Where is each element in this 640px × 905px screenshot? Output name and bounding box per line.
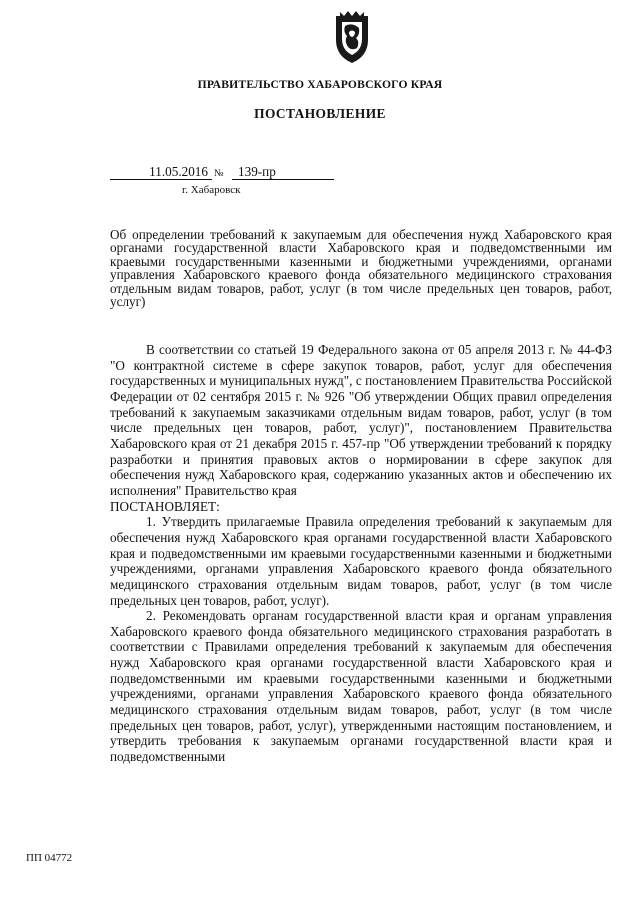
footer-code: ПП 04772 [26,852,73,864]
document-body [110,342,612,765]
decree-word: ПОСТАНОВЛЯЕТ: [110,498,220,514]
item-1-paragraph: 1. Утвердить прилагаемые Правила определения требований к закупаемым для обеспечения нужд Хабаровского края органами государственной власти Хабаровского края и подведомственными им краевыми государственными казенными и бюджетными учреждениями, органами управления Хабаровского краевого фонда обязательного медицинского страхования отдельным видам товаров, работ, услуг (в том числе предельных цен товаров, работ, услуг). [110,514,612,608]
number-sign: № [214,168,224,179]
registration-city: г. Хабаровск [182,184,241,196]
coat-of-arms-icon [330,8,374,66]
registration-number: 139-пр [232,164,334,180]
document-type: ПОСТАНОВЛЕНИЕ [254,106,386,121]
government-title: ПРАВИТЕЛЬСТВО ХАБАРОВСКОГО КРАЯ [197,78,443,91]
registration-date: 11.05.2016 [110,164,212,180]
document-subject: Об определении требований к закупаемым для обеспечения нужд Хабаровского края органами государственной власти Хабаровского края и подведомственными им краевыми государственными казенными и бюджетными учреждениями, органами управления Хабаровского краевого фонда обязательного медицинского страхования отдельным видам товаров, работ, услуг (в том числе предельных цен товаров, работ, услуг) [110,227,612,310]
item-2-paragraph: 2. Рекомендовать органам государственной власти края и органам управления Хабаровского краевого фонда обязательного медицинского страхования разработать в соответствии с Правилами определения требований к закупаемым для обеспечения нужд Хабаровского края органами государственной власти Хабаровского края и подведомственными им краевыми государственными казенными и бюджетными учреждениями, органами управления Хабаровского краевого фонда обязательного медицинского страхования отдельным видам товаров, работ, услуг (в том числе предельных цен товаров, работ, услуг), утвержденными настоящим постановлением, и утвердить требования к закупаемым органами государственной власти края и подведомственными [110,608,612,765]
preamble-paragraph: В соответствии со статьей 19 Федерального закона от 05 апреля 2013 г. № 44-ФЗ "О контрактной системе в сфере закупок товаров, работ, услуг для обеспечения государственных и муниципальных нужд", с постановлением Правительства Российской Федерации от 02 сентября 2015 г. № 926 "Об утверждении Общих правил определения требований к закупаемым заказчиками отдельным видам товаров, работ, услуг (в том числе предельных цен товаров, работ, услуг)", постановлением Правительства Хабаровского края от 21 декабря 2015 г. 457-пр "Об утверждении требований к порядку разработки и принятия правовых актов о нормировании в сфере закупок для обеспечения нужд Хабаровского края, содержанию указанных актов и обеспечению их исполнения" Правительство края [110,342,612,498]
